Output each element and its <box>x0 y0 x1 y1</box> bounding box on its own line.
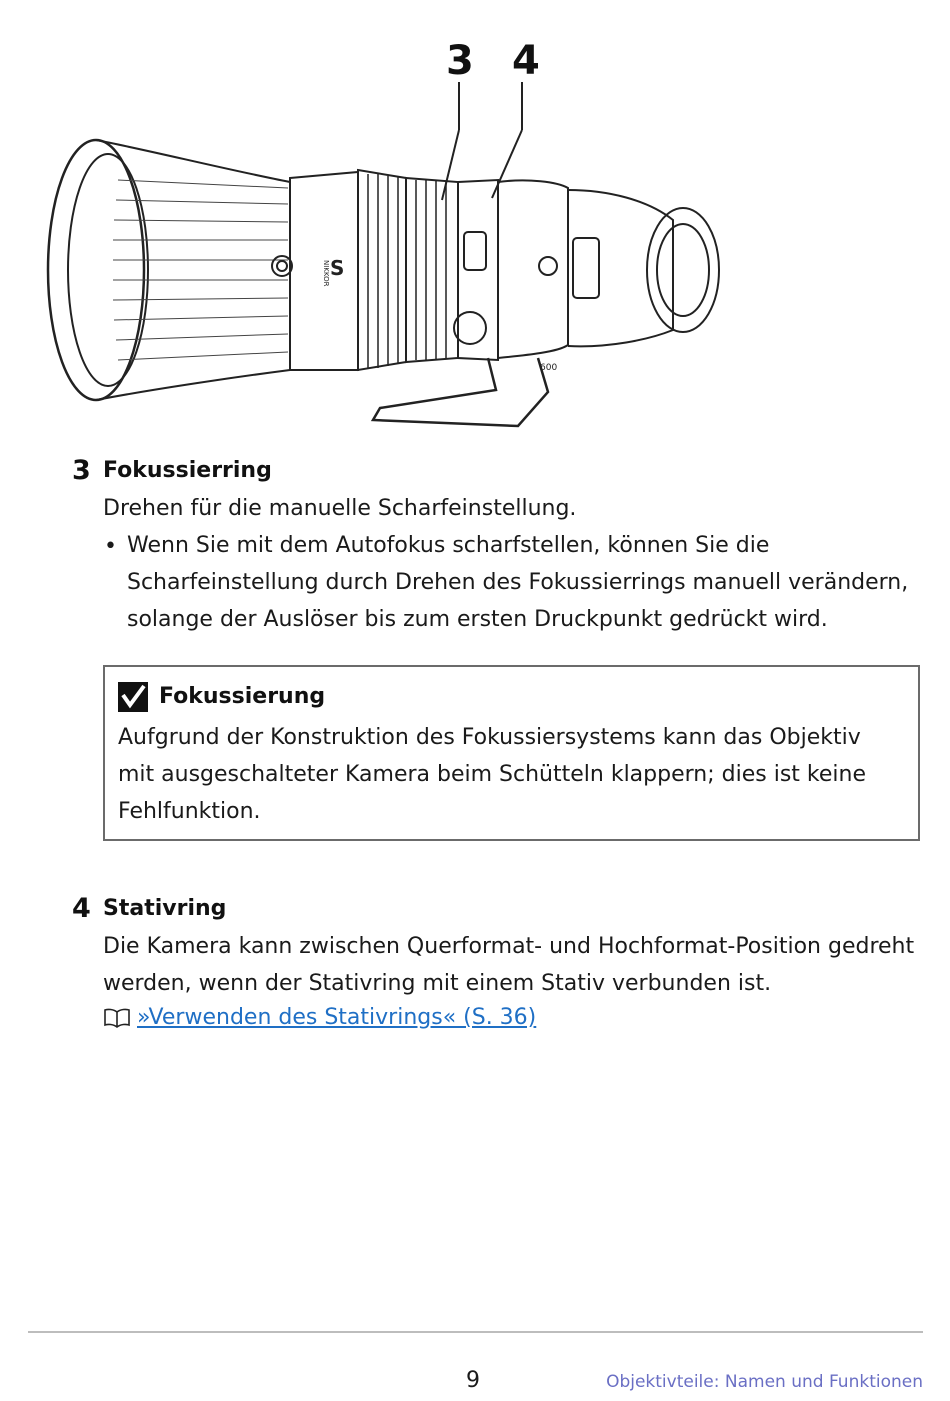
memory-button <box>539 257 557 275</box>
focus-lock-switch <box>464 232 486 270</box>
item-3-title: Fokussierring <box>103 458 272 483</box>
callout-4: 4 <box>512 38 540 84</box>
item-3-number: 3 <box>72 455 91 486</box>
s-series-mark: S <box>330 256 345 280</box>
tripod-collar-link[interactable]: »Verwenden des Stativrings« (S. 36) <box>137 1005 537 1030</box>
callout-3-leader-b <box>442 130 459 200</box>
callout-3: 3 <box>446 38 474 84</box>
item-4-title: Stativring <box>103 896 227 921</box>
section-name[interactable]: Objektivteile: Namen und Funktionen <box>606 1372 923 1392</box>
note-title: Fokussierung <box>159 684 326 709</box>
lens-hood-body <box>96 140 290 400</box>
callout-4-leader-b <box>492 130 522 198</box>
item-3-bullet: Wenn Sie mit dem Autofokus scharfstellen, können Sie die Scharfeinstellung durch Drehen des Fokussierrings manuell verändern, solange der Auslöser bis zum ersten Druckpunkt gedrückt wird. <box>127 533 909 632</box>
item-4-description: Die Kamera kann zwischen Querformat- und Hochformat-Position gedreht werden, wenn der Stativring mit einem Stativ verbunden ist. <box>103 934 915 996</box>
item-4-number: 4 <box>72 893 91 924</box>
checkmark-icon <box>118 682 148 712</box>
lens-hood-front <box>48 140 144 400</box>
tripod-foot <box>373 358 548 426</box>
focus-ring <box>406 178 458 362</box>
nikkor-mark: NIKKOR <box>322 260 330 287</box>
cross-reference <box>103 1005 536 1034</box>
book-icon <box>103 1008 131 1034</box>
switch-panel <box>573 238 599 298</box>
item-3-description: Drehen für die manuelle Scharfeinstellung. <box>103 496 577 521</box>
footer-divider <box>28 1331 923 1333</box>
lens-illustration <box>28 70 728 440</box>
bullet-icon: • <box>104 534 117 559</box>
focal-length-mark: 600 <box>540 363 558 373</box>
note-box <box>103 665 920 841</box>
zoom-ring <box>358 170 406 370</box>
note-text: Aufgrund der Konstruktion des Fokussiersystems kann das Objektiv mit ausgeschalteter Kamera beim Schütteln klappern; dies ist keine Fehlfunktion. <box>118 725 866 824</box>
page-number: 9 <box>466 1368 480 1393</box>
